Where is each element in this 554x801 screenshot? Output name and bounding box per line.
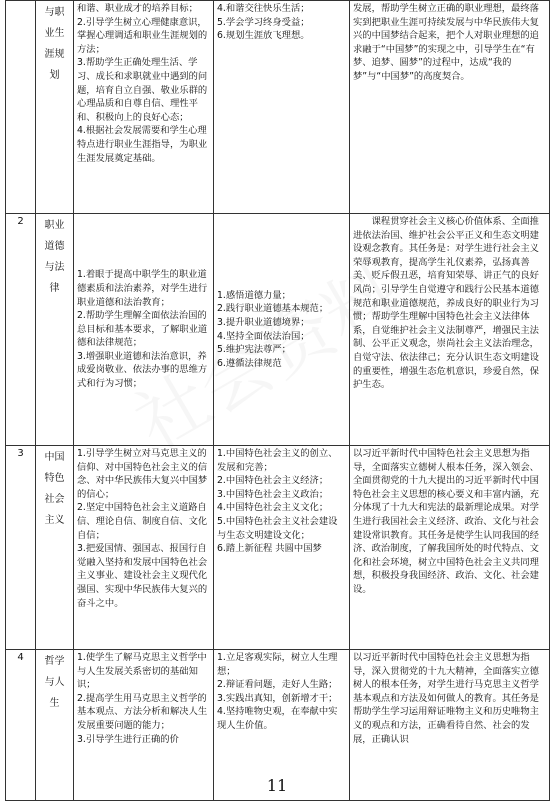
content-item: 1.感悟道德力量；: [217, 289, 291, 301]
objective-item: 2.坚定中国特色社会主义道路自信、理论自信、制度自信、文化自信；: [77, 502, 208, 541]
course-number: [6, 1, 36, 214]
objective-item: 1.引导学生树立对马克思主义的信仰、对中国特色社会主义的信念、对中华民族伟大复兴中国梦的信心；: [77, 448, 208, 500]
course-number: 2: [6, 214, 36, 446]
course-name-line: 划: [49, 70, 60, 81]
content-item: 1.中国特色社会主义的创立、发展和完善；: [217, 448, 338, 473]
objective-item: 3.把爱国情、强国志、报国行自觉融入坚持和发展中国特色社会主义事业、建设社会主义现代化强国、实现中华民族伟大复兴的奋斗之中。: [77, 543, 208, 609]
objective-item: 3.增强职业道德和法治意识，养成爱岗敬业、依法办事的思维方式和行为习惯；: [77, 350, 208, 390]
content-item: 6.遵循法律规范: [217, 357, 282, 369]
content-item: 6.规划生涯放飞理想。: [217, 30, 310, 42]
course-name-line: 与职: [44, 7, 65, 18]
content-item: 4.坚持唯物史观，在奉献中实现人生价值。: [217, 706, 338, 731]
course-number: 3: [6, 446, 36, 650]
curriculum-table: [5, 0, 550, 801]
course-content: [214, 214, 350, 446]
course-name-line: 哲学: [44, 656, 65, 667]
teaching-requirements: [350, 446, 550, 650]
content-item: 4.坚持全面依法治国；: [217, 330, 310, 342]
objective-item: 3.帮助学生正确处理生活、学习、成长和求职就业中遇到的问题，培育自立自强、敬业乐群的心理品质和自尊自信、理性平和、积极向上的良好心态；: [77, 57, 208, 123]
course-name-line: 业生: [44, 28, 65, 39]
objective-item: 和谐、职业成才的培养目标；: [77, 3, 198, 14]
table-row: [6, 214, 550, 446]
course-objectives: [74, 446, 214, 650]
content-item: 5.学会学习终身受益；: [217, 16, 310, 28]
content-item: 5.维护宪法尊严；: [217, 344, 291, 356]
course-name-line: 职业: [44, 220, 65, 231]
requirement-paragraph: 课程贯穿社会主义核心价值体系、全面推进依法治国、维护社会公平正义和生态文明建设观念教育。其任务是：对学生进行社会主义荣辱观教育，提高学生礼仪素养，弘扬真善美、贬斥假丑恶，培育知荣辱、讲正气的良好风尚；引导学生自觉遵守和践行公民基本道德规范和职业道德规范，养成良好的职业行为习惯；帮助学生理解中国特色社会主义法律体系，自觉维护社会主义法制尊严，增强民主法制、公平正义观念，崇尚社会主义法治理念，自觉守法、依法律己；充分认识生态文明建设的重要性，增强生态危机意识，珍爱自然，保护生态。: [353, 216, 539, 391]
content-item: 4.中国特色社会主义文化；: [217, 502, 329, 514]
content-item: 3.实践出真知，创新增才干；: [217, 692, 338, 704]
course-name-line: 与法: [44, 262, 65, 273]
content-item: 3.中国特色社会主义政治；: [217, 488, 329, 500]
requirement-paragraph: 以习近平新时代中国特色社会主义思想为指导，全面落实立德树人根本任务，深入领会、全面贯彻党的十九大提出的习近平新时代中国特色社会主义思想的核心要义和丰富内涵，充分体现了十九大和宪法的最新理论成果。对学生进行我国社会主义经济、政治、文化与社会建设常识教育。其任务是使学生认同我国的经济、政治制度，了解我国所处的时代特点、文化和社会环境，树立中国特色社会主义共同理想，积极投身我国经济、政治、文化、社会建设。: [353, 448, 539, 595]
course-name-line: 中国: [44, 452, 65, 463]
course-name: [36, 446, 74, 650]
objective-item: 3.引导学生进行正确的价: [77, 733, 179, 745]
content-item: 6.踏上新征程 共圆中国梦: [217, 543, 322, 555]
course-content: [214, 446, 350, 650]
course-name-line: 道德: [44, 241, 65, 252]
course-name-line: 社会: [44, 494, 65, 505]
table-row: [6, 1, 550, 214]
course-content: [214, 1, 350, 214]
requirement-paragraph: 发展，帮助学生树立正确的职业理想，最终落实到把职业生涯可持续发展与中华民族伟大复兴的中国梦结合起来，把个人对职业理想的追求融于“中国梦”的实现之中，引导学生在“有梦、追梦、圆梦”的过程中，达成“我的梦”与“中国梦”的高度契合。: [353, 3, 539, 82]
teaching-requirements: [350, 1, 550, 214]
objective-item: 2.提高学生用马克思主义哲学的基本观点、方法分析和解决人生发展重要问题的能力；: [77, 692, 208, 731]
objective-item: 4.根据社会发展需要和学生心理特点进行职业生涯指导，为职业生涯发展奠定基础。: [77, 125, 208, 164]
course-name-line: 涯规: [44, 49, 65, 60]
course-name: [36, 214, 74, 446]
objective-item: 2.帮助学生理解全面依法治国的总目标和基本要求，了解职业道德和法律规范；: [77, 310, 208, 349]
table-row: [6, 446, 550, 650]
course-number: 4: [6, 650, 36, 801]
requirement-paragraph: 以习近平新时代中国特色社会主义思想为指导，深入贯彻党的十九大精神，全面落实立德树人的根本任务，对学生进行马克思主义哲学基本观点和方法及如何做人的教育。其任务是帮助学生学习运用辩证唯物主义和历史唯物主义的观点和方法，正确看待自然、社会的发展，正确认识: [353, 652, 539, 745]
content-item: 2.中国特色社会主义经济；: [217, 475, 329, 487]
course-name-line: 生: [49, 698, 60, 709]
course-name: [36, 1, 74, 214]
content-item: 3.提升职业道德境界；: [217, 316, 310, 328]
content-item: 4.和谐交往快乐生活；: [217, 3, 310, 14]
content-item: 5.中国特色社会主义社会建设与生态文明建设文化；: [217, 515, 338, 541]
content-item: 2.辩证看问题，走好人生路；: [217, 679, 338, 691]
course-name-line: 特色: [44, 473, 65, 484]
course-name-line: 律: [49, 283, 60, 294]
course-name-line: 与人: [44, 677, 65, 688]
page-number: 11: [266, 776, 288, 795]
teaching-requirements: [350, 214, 550, 446]
course-objectives: [74, 214, 214, 446]
objective-item: 1.着眼于提高中职学生的职业道德素质和法治素养，对学生进行职业道德和法治教育；: [77, 269, 208, 308]
objective-item: 2.引导学生树立心理健康意识，掌握心理调适和职业生涯规划的方法；: [77, 16, 208, 55]
content-item: 1.立足客观实际，树立人生理想；: [217, 652, 338, 677]
content-item: 2.践行职业道德基本规范；: [217, 303, 329, 315]
course-name-line: 主义: [44, 515, 65, 526]
course-objectives: [74, 1, 214, 214]
objective-item: 1.使学生了解马克思主义哲学中与人生发展关系密切的基础知识；: [77, 652, 207, 691]
